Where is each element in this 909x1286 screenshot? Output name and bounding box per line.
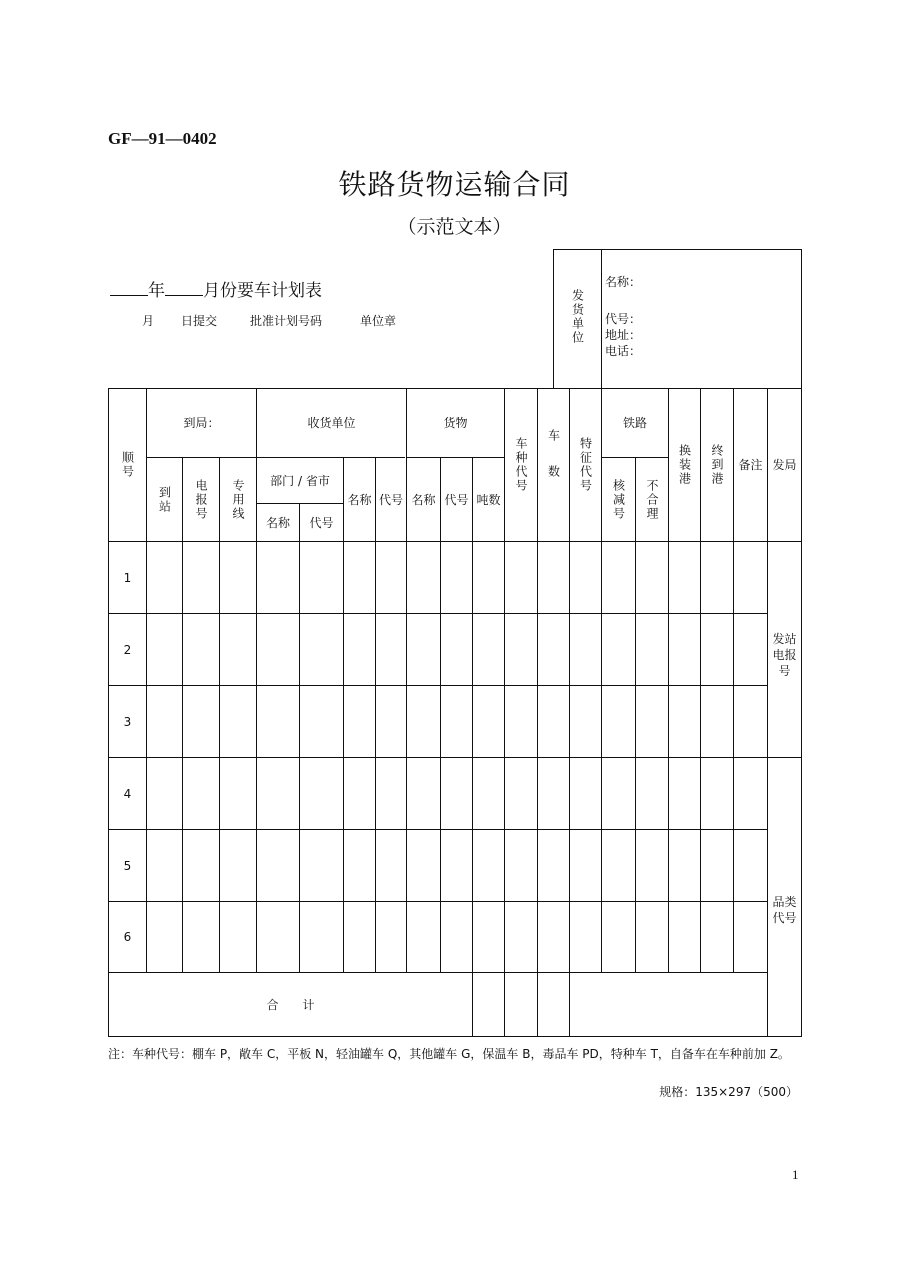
col-goods: 货物 <box>443 416 468 430</box>
document-code: GF—91—0402 <box>108 129 217 148</box>
col-tonnage: 吨数 <box>476 492 501 507</box>
plan-year-label: 年 <box>148 281 165 301</box>
document-subtitle: （示范文本） <box>397 216 512 238</box>
submit-date-label: 日提交 <box>181 314 218 328</box>
footnote: 注：车种代号：棚车 P，敞车 C，平板 N，轻油罐车 Q，其他罐车 G，保温车 B，毒品车 PD，特种车 T，自备车在车种前加 Z。 <box>108 1047 790 1061</box>
sender-name-label: 名称： <box>605 275 642 289</box>
col-seq: 顺号 <box>120 451 135 479</box>
col-car-count: 车数 <box>546 429 561 501</box>
col-arrival-station: 到站 <box>157 485 172 514</box>
col-dept-province: 部门 / 省市 <box>270 473 330 488</box>
page-number: 1 <box>792 1167 799 1182</box>
plan-title <box>110 276 322 301</box>
col-goods-code: 代号 <box>444 492 469 507</box>
unit-seal-label: 单位章 <box>360 314 397 328</box>
plan-number-label: 批准计划号码 <box>250 314 323 328</box>
year-blank[interactable] <box>110 281 148 296</box>
col-goods-name: 名称 <box>411 492 436 507</box>
row-number: 6 <box>123 930 132 944</box>
col-dept-code: 代号 <box>309 515 334 530</box>
col-transship-port: 换装港 <box>677 444 692 486</box>
station-telegram-label: 发站电报号 <box>772 632 797 678</box>
row-number: 2 <box>123 642 132 657</box>
sender-unit-label: 发货单位 <box>570 289 585 345</box>
col-dept-name: 名称 <box>265 515 290 530</box>
col-telegram-no: 电报号 <box>194 478 208 521</box>
col-consignee-name: 名称 <box>347 492 372 507</box>
col-verify-no: 核减号 <box>611 478 626 521</box>
document-title: 铁路货物运输合同 <box>338 168 571 201</box>
col-consignee-code: 代号 <box>378 492 403 507</box>
col-special-code: 特征代号 <box>578 437 593 493</box>
sender-code-label: 代号： <box>605 312 642 326</box>
sender-address-label: 地址： <box>605 328 642 342</box>
col-unreasonable: 不合理 <box>645 478 659 521</box>
col-remarks: 备注 <box>738 458 763 472</box>
month-blank[interactable] <box>165 281 203 296</box>
category-code-label: 品类代号 <box>772 895 797 925</box>
col-arrival-bureau: 到局： <box>183 416 220 430</box>
row-number: 5 <box>123 858 132 873</box>
submit-month-label: 月 <box>142 314 155 328</box>
row-number: 4 <box>123 786 132 801</box>
col-departure-bureau: 发局 <box>772 458 797 472</box>
row-number: 3 <box>123 714 132 729</box>
col-private-line: 专用线 <box>231 478 245 521</box>
col-consignee: 收货单位 <box>307 416 356 430</box>
total-label: 合 计 <box>266 997 315 1012</box>
sender-phone-label: 电话： <box>605 344 642 358</box>
row-number: 1 <box>123 570 132 585</box>
col-car-type-code: 车种代号 <box>514 437 528 493</box>
plan-month-label: 月份要车计划表 <box>203 281 322 301</box>
spec-label: 规格：135×297（500） <box>659 1085 798 1099</box>
col-railway: 铁路 <box>622 416 647 430</box>
col-terminal-port: 终到港 <box>710 444 724 486</box>
